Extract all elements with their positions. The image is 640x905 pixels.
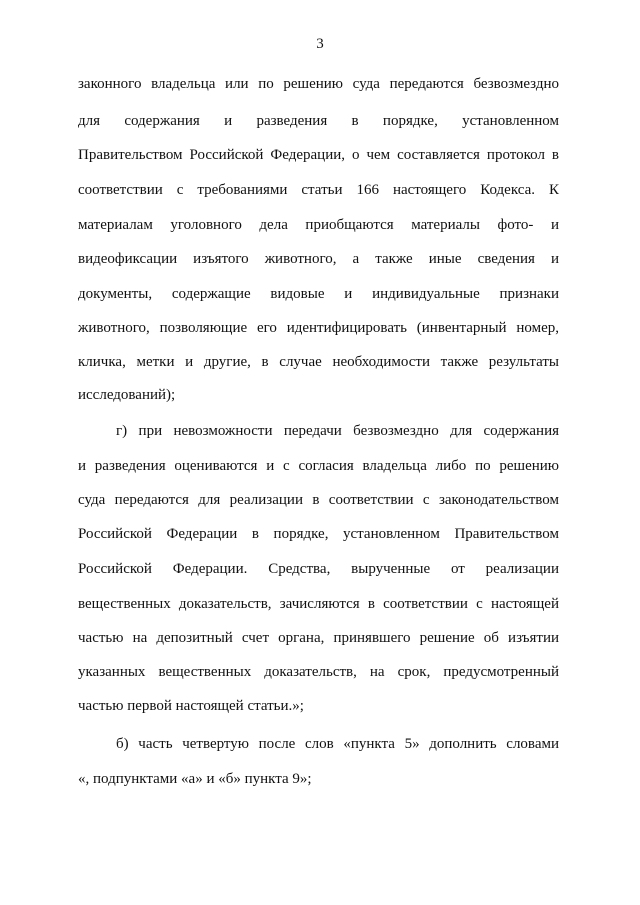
text-line: соответствии с требованиями статьи 166 настоящего Кодекса. К — [78, 182, 559, 198]
text-line: частью первой настоящей статьи.»; — [78, 698, 304, 714]
text-line: указанных вещественных доказательств, на срок, предусмотренный — [78, 664, 559, 680]
text-line: Российской Федерации. Средства, вырученные от реализации — [78, 561, 559, 577]
text-line: и разведения оцениваются и с согласия владельца либо по решению — [78, 458, 559, 474]
text-line: вещественных доказательств, зачисляются в соответствии с настоящей — [78, 596, 559, 612]
text-line: Правительством Российской Федерации, о чем составляется протокол в — [78, 147, 559, 163]
text-line: материалам уголовного дела приобщаются материалы фото- и — [78, 217, 559, 233]
text-line: документы, содержащие видовые и индивидуальные признаки — [78, 286, 559, 302]
text-line: исследований); — [78, 387, 176, 403]
text-line: кличка, метки и другие, в случае необходимости также результаты — [78, 354, 559, 370]
text-line: г) при невозможности передачи безвозмездно для содержания — [116, 423, 559, 439]
text-line: видеофиксации изъятого животного, а также иные сведения и — [78, 251, 559, 267]
text-line: «, подпунктами «а» и «б» пункта 9»; — [78, 771, 312, 787]
text-line: суда передаются для реализации в соответствии с законодательством — [78, 492, 559, 508]
text-line: Российской Федерации в порядке, установленном Правительством — [78, 526, 559, 542]
text-line: животного, позволяющие его идентифицировать (инвентарный номер, — [78, 320, 559, 336]
text-line: б) часть четвертую после слов «пункта 5» дополнить словами — [116, 736, 559, 752]
text-line: для содержания и разведения в порядке, установленном — [78, 113, 559, 129]
page-number: 3 — [316, 36, 324, 52]
text-line: частью на депозитный счет органа, принявшего решение об изъятии — [78, 630, 559, 646]
text-line: законного владельца или по решению суда передаются безвозмездно — [78, 76, 559, 92]
